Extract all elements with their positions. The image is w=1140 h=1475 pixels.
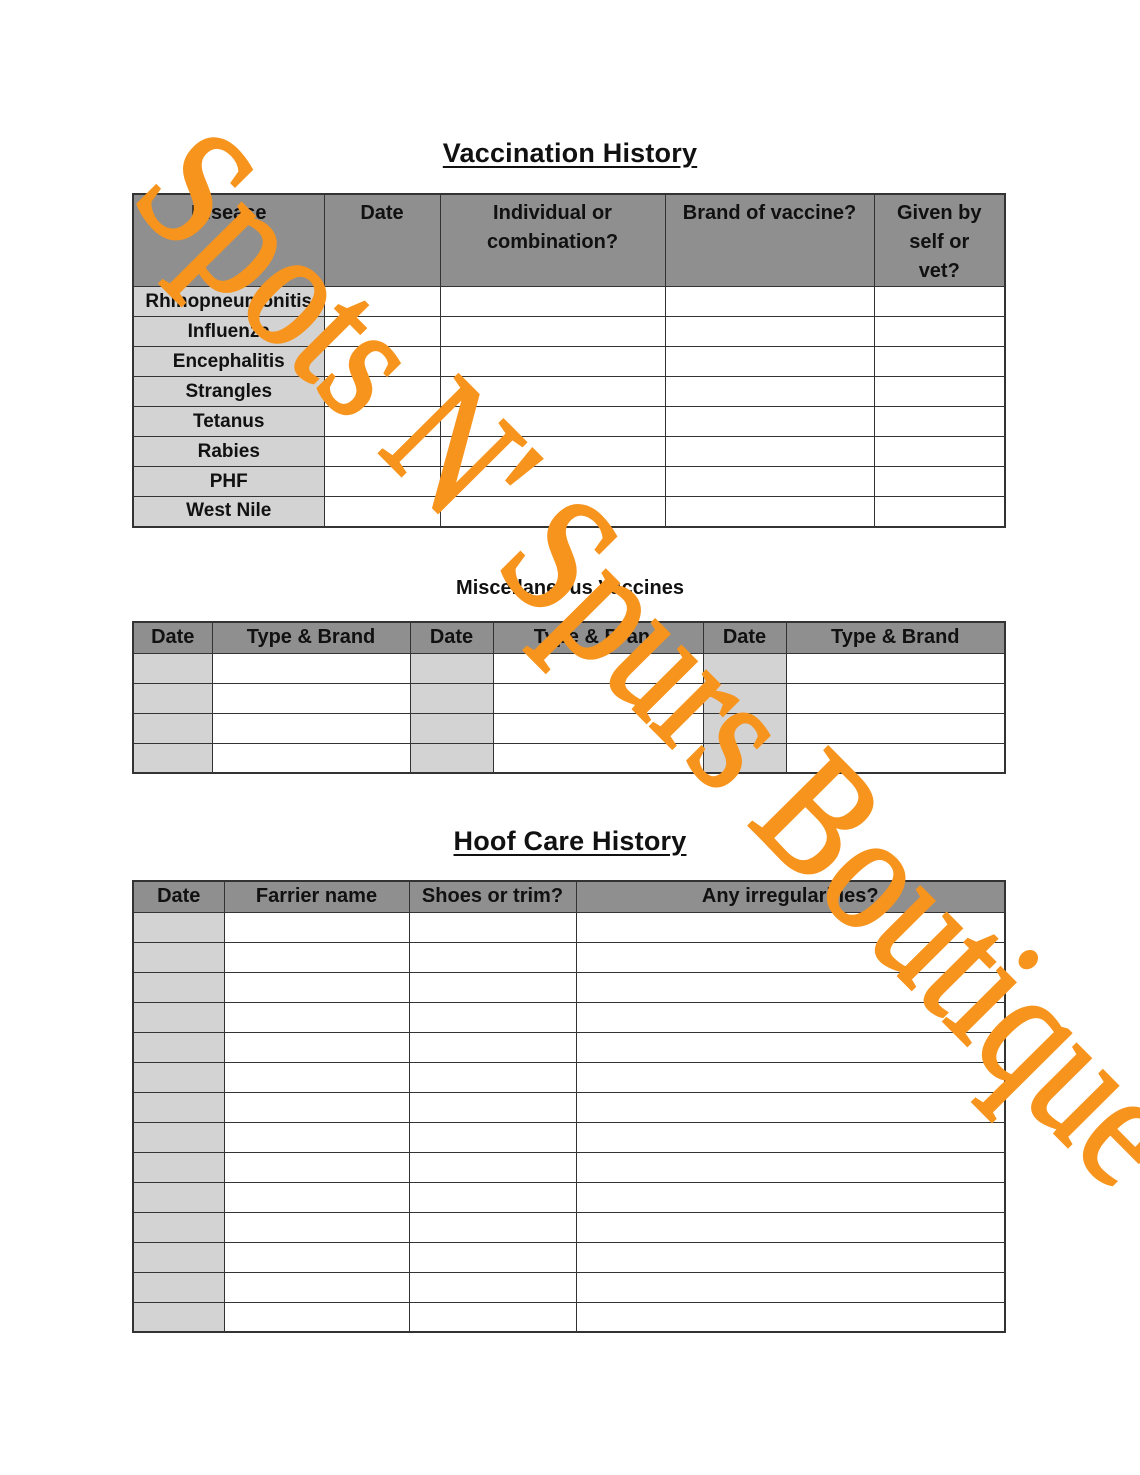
header-shoes-or-trim: Shoes or trim?	[409, 881, 576, 912]
irregularities-cell[interactable]	[576, 1152, 1005, 1182]
shoes-trim-cell[interactable]	[409, 972, 576, 1002]
header-farrier-name: Farrier name	[224, 881, 409, 912]
individual-or-combination-cell[interactable]	[440, 347, 665, 377]
date-cell[interactable]	[133, 743, 212, 773]
date-cell[interactable]	[410, 743, 493, 773]
header-date: Date	[133, 881, 224, 912]
date-cell[interactable]	[133, 1032, 224, 1062]
farrier-cell[interactable]	[224, 1242, 409, 1272]
irregularities-cell[interactable]	[576, 1062, 1005, 1092]
date-cell[interactable]	[703, 653, 786, 683]
given-by-cell[interactable]	[874, 407, 1005, 437]
given-by-cell[interactable]	[874, 287, 1005, 317]
shoes-trim-cell[interactable]	[409, 1152, 576, 1182]
farrier-cell[interactable]	[224, 912, 409, 942]
farrier-cell[interactable]	[224, 1092, 409, 1122]
disease-label: Tetanus	[133, 407, 324, 437]
date-cell[interactable]	[703, 743, 786, 773]
given-by-cell[interactable]	[874, 377, 1005, 407]
brand-cell[interactable]	[665, 467, 874, 497]
shoes-trim-cell[interactable]	[409, 1062, 576, 1092]
disease-label: Strangles	[133, 377, 324, 407]
date-cell[interactable]	[133, 972, 224, 1002]
shoes-trim-cell[interactable]	[409, 1302, 576, 1332]
date-cell[interactable]	[324, 437, 440, 467]
date-cell[interactable]	[703, 713, 786, 743]
shoes-trim-cell[interactable]	[409, 1092, 576, 1122]
date-cell[interactable]	[324, 497, 440, 527]
farrier-cell[interactable]	[224, 1122, 409, 1152]
farrier-cell[interactable]	[224, 1152, 409, 1182]
irregularities-cell[interactable]	[576, 1272, 1005, 1302]
date-cell[interactable]	[324, 407, 440, 437]
irregularities-cell[interactable]	[576, 1212, 1005, 1242]
type-brand-cell[interactable]	[212, 743, 410, 773]
irregularities-cell[interactable]	[576, 1302, 1005, 1332]
header-brand-of-vaccine: Brand of vaccine?	[665, 194, 874, 287]
farrier-cell[interactable]	[224, 1212, 409, 1242]
shoes-trim-cell[interactable]	[409, 912, 576, 942]
date-cell[interactable]	[133, 653, 212, 683]
header-date: Date	[410, 622, 493, 653]
date-cell[interactable]	[410, 653, 493, 683]
individual-or-combination-cell[interactable]	[440, 377, 665, 407]
type-brand-cell[interactable]	[493, 743, 703, 773]
disease-label: Rabies	[133, 437, 324, 467]
date-cell[interactable]	[133, 912, 224, 942]
type-brand-cell[interactable]	[493, 713, 703, 743]
farrier-cell[interactable]	[224, 1182, 409, 1212]
shoes-trim-cell[interactable]	[409, 1032, 576, 1062]
date-cell[interactable]	[410, 683, 493, 713]
header-date: Date	[324, 194, 440, 287]
date-cell[interactable]	[133, 1272, 224, 1302]
disease-label: Rhinopneumonitis	[133, 287, 324, 317]
disease-label: West Nile	[133, 497, 324, 527]
farrier-cell[interactable]	[224, 1062, 409, 1092]
header-disease: Disease	[133, 194, 324, 287]
irregularities-cell[interactable]	[576, 1182, 1005, 1212]
brand-cell[interactable]	[665, 497, 874, 527]
brand-cell[interactable]	[665, 287, 874, 317]
date-cell[interactable]	[133, 1002, 224, 1032]
individual-or-combination-cell[interactable]	[440, 287, 665, 317]
date-cell[interactable]	[410, 713, 493, 743]
shoes-trim-cell[interactable]	[409, 1212, 576, 1242]
given-by-cell[interactable]	[874, 467, 1005, 497]
type-brand-cell[interactable]	[786, 743, 1005, 773]
type-brand-cell[interactable]	[786, 683, 1005, 713]
irregularities-cell[interactable]	[576, 1242, 1005, 1272]
irregularities-cell[interactable]	[576, 1032, 1005, 1062]
disease-label: Encephalitis	[133, 347, 324, 377]
given-by-cell[interactable]	[874, 347, 1005, 377]
farrier-cell[interactable]	[224, 1302, 409, 1332]
miscellaneous-vaccines-title: Miscellaneous Vaccines	[456, 577, 684, 599]
shoes-trim-cell[interactable]	[409, 1272, 576, 1302]
date-cell[interactable]	[133, 1062, 224, 1092]
shoes-trim-cell[interactable]	[409, 1182, 576, 1212]
brand-cell[interactable]	[665, 317, 874, 347]
hoof-care-table	[132, 880, 1006, 1333]
vaccination-history-title: Vaccination History	[442, 138, 698, 168]
disease-label: PHF	[133, 467, 324, 497]
farrier-cell[interactable]	[224, 1272, 409, 1302]
miscellaneous-vaccines-table	[132, 621, 1006, 774]
date-cell[interactable]	[324, 347, 440, 377]
date-cell[interactable]	[133, 713, 212, 743]
given-by-cell[interactable]	[874, 497, 1005, 527]
date-cell[interactable]	[133, 1092, 224, 1122]
given-by-cell[interactable]	[874, 437, 1005, 467]
type-brand-cell[interactable]	[212, 653, 410, 683]
type-brand-cell[interactable]	[493, 653, 703, 683]
date-cell[interactable]	[133, 1152, 224, 1182]
header-any-irregularities: Any irregularities?	[576, 881, 1005, 912]
shoes-trim-cell[interactable]	[409, 1122, 576, 1152]
date-cell[interactable]	[324, 377, 440, 407]
date-cell[interactable]	[133, 1212, 224, 1242]
date-cell[interactable]	[133, 1242, 224, 1272]
individual-or-combination-cell[interactable]	[440, 437, 665, 467]
individual-or-combination-cell[interactable]	[440, 467, 665, 497]
shoes-trim-cell[interactable]	[409, 1002, 576, 1032]
date-cell[interactable]	[133, 683, 212, 713]
type-brand-cell[interactable]	[786, 653, 1005, 683]
individual-or-combination-cell[interactable]	[440, 407, 665, 437]
date-cell[interactable]	[324, 317, 440, 347]
date-cell[interactable]	[703, 683, 786, 713]
brand-cell[interactable]	[665, 377, 874, 407]
shoes-trim-cell[interactable]	[409, 1242, 576, 1272]
date-cell[interactable]	[324, 467, 440, 497]
brand-cell[interactable]	[665, 347, 874, 377]
irregularities-cell[interactable]	[576, 972, 1005, 1002]
brand-cell[interactable]	[665, 437, 874, 467]
header-type-and-brand: Type & Brand	[212, 622, 410, 653]
farrier-cell[interactable]	[224, 942, 409, 972]
irregularities-cell[interactable]	[576, 912, 1005, 942]
header-given-by: Given by self or vet?	[874, 194, 1005, 287]
brand-cell[interactable]	[665, 407, 874, 437]
type-brand-cell[interactable]	[212, 683, 410, 713]
header-individual-or-combination: Individual or combination?	[440, 194, 665, 287]
farrier-cell[interactable]	[224, 972, 409, 1002]
header-type-and-brand: Type & Brand	[786, 622, 1005, 653]
irregularities-cell[interactable]	[576, 1092, 1005, 1122]
irregularities-cell[interactable]	[576, 942, 1005, 972]
irregularities-cell[interactable]	[576, 1122, 1005, 1152]
header-type-and-brand: Type & Brand	[493, 622, 703, 653]
vaccination-table	[132, 193, 1006, 528]
individual-or-combination-cell[interactable]	[440, 317, 665, 347]
date-cell[interactable]	[133, 1302, 224, 1332]
hoof-care-history-title: Hoof Care History	[453, 826, 687, 856]
date-cell[interactable]	[324, 287, 440, 317]
header-date: Date	[703, 622, 786, 653]
type-brand-cell[interactable]	[212, 713, 410, 743]
header-date: Date	[133, 622, 212, 653]
shoes-trim-cell[interactable]	[409, 942, 576, 972]
date-cell[interactable]	[133, 1182, 224, 1212]
date-cell[interactable]	[133, 942, 224, 972]
irregularities-cell[interactable]	[576, 1002, 1005, 1032]
disease-label: Influenza	[133, 317, 324, 347]
date-cell[interactable]	[133, 1122, 224, 1152]
farrier-cell[interactable]	[224, 1002, 409, 1032]
type-brand-cell[interactable]	[493, 683, 703, 713]
given-by-cell[interactable]	[874, 317, 1005, 347]
farrier-cell[interactable]	[224, 1032, 409, 1062]
type-brand-cell[interactable]	[786, 713, 1005, 743]
individual-or-combination-cell[interactable]	[440, 497, 665, 527]
